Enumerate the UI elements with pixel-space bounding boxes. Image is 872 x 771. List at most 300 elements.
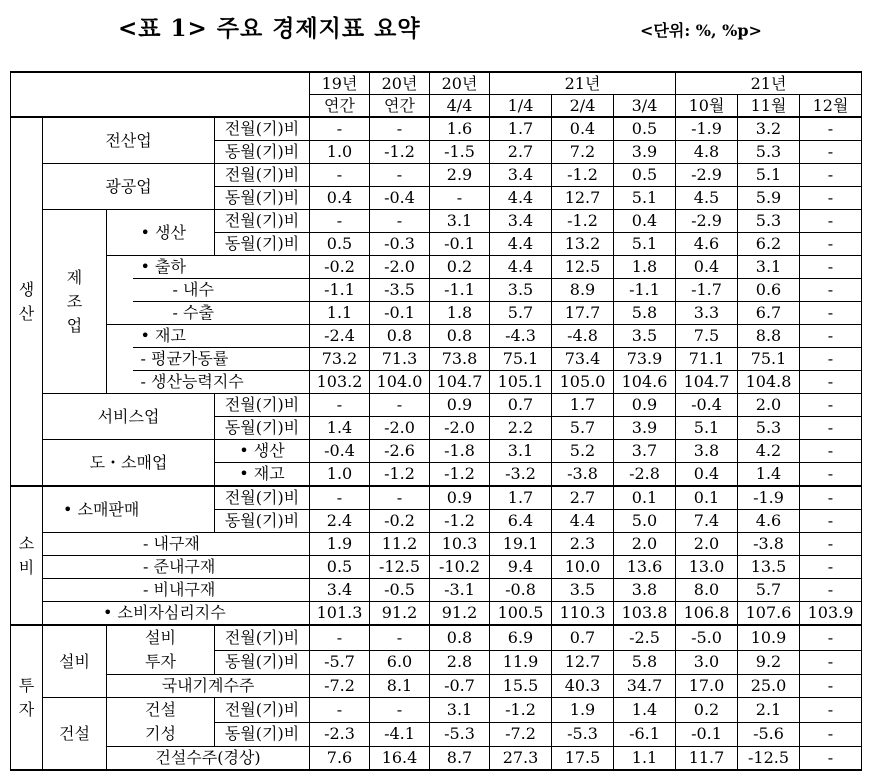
value-cell: 107.6 bbox=[738, 602, 800, 626]
row-sublabel: 전월(기)비 bbox=[215, 117, 310, 141]
table-row bbox=[11, 486, 862, 510]
header-period: 11월 bbox=[738, 95, 800, 118]
value-cell: -0.3 bbox=[370, 233, 430, 256]
value-cell: - bbox=[800, 698, 862, 723]
value-cell: 8.1 bbox=[370, 675, 430, 698]
value-cell: 1.7 bbox=[490, 117, 552, 141]
row-sublabel: 동월(기)비 bbox=[215, 417, 310, 440]
value-cell: 3.4 bbox=[490, 210, 552, 233]
value-cell: -5.3 bbox=[552, 722, 614, 747]
value-cell: -0.7 bbox=[430, 675, 490, 698]
value-cell: 2.7 bbox=[552, 486, 614, 510]
value-cell: 3.4 bbox=[490, 164, 552, 187]
row-label: • 재고 bbox=[133, 325, 310, 348]
row-label: - 내수 bbox=[133, 279, 310, 302]
row-group-text: 설비 투자 bbox=[145, 628, 176, 671]
row-group-label: 도・소매업 bbox=[43, 440, 215, 487]
value-cell: - bbox=[310, 164, 370, 187]
value-cell: 10.0 bbox=[552, 556, 614, 579]
value-cell: 3.1 bbox=[738, 256, 800, 279]
value-cell: - bbox=[800, 302, 862, 325]
row-label: - 생산능력지수 bbox=[133, 371, 310, 394]
value-cell: - bbox=[370, 625, 430, 650]
value-cell: -4.1 bbox=[370, 722, 430, 747]
row-label: - 평균가동률 bbox=[133, 348, 310, 371]
value-cell: 5.7 bbox=[552, 417, 614, 440]
row-label: • 출하 bbox=[133, 256, 310, 279]
value-cell: 0.5 bbox=[310, 233, 370, 256]
value-cell: -5.6 bbox=[738, 722, 800, 747]
value-cell: 13.5 bbox=[738, 556, 800, 579]
table-row bbox=[11, 440, 862, 463]
header-period: 연간 bbox=[370, 95, 430, 118]
value-cell: - bbox=[370, 210, 430, 233]
header-year: 20년 bbox=[370, 72, 430, 95]
value-cell: 2.7 bbox=[490, 141, 552, 164]
value-cell: 0.2 bbox=[430, 256, 490, 279]
value-cell: 2.2 bbox=[490, 417, 552, 440]
value-cell: 3.4 bbox=[310, 579, 370, 602]
row-group-label bbox=[107, 698, 215, 747]
row-label: - 수출 bbox=[133, 302, 310, 325]
table-row bbox=[11, 602, 862, 626]
value-cell: -2.3 bbox=[310, 722, 370, 747]
value-cell: -1.2 bbox=[370, 141, 430, 164]
value-cell: 91.2 bbox=[370, 602, 430, 626]
value-cell: 12.7 bbox=[552, 650, 614, 674]
value-cell: -2.4 bbox=[310, 325, 370, 348]
value-cell: 0.4 bbox=[676, 463, 738, 487]
value-cell: 104.7 bbox=[430, 371, 490, 394]
row-sublabel: • 재고 bbox=[215, 463, 310, 487]
value-cell: 3.9 bbox=[614, 141, 676, 164]
value-cell: -1.1 bbox=[310, 279, 370, 302]
value-cell: -3.2 bbox=[490, 463, 552, 487]
value-cell: - bbox=[800, 164, 862, 187]
unit-label: <단위: %, %p> bbox=[640, 21, 762, 40]
table-row bbox=[11, 675, 862, 698]
value-cell: -0.2 bbox=[370, 510, 430, 533]
value-cell: 110.3 bbox=[552, 602, 614, 626]
section-investment bbox=[11, 625, 43, 770]
value-cell: 12.5 bbox=[552, 256, 614, 279]
value-cell: 7.6 bbox=[310, 747, 370, 771]
table-row bbox=[11, 747, 862, 771]
value-cell: 3.3 bbox=[676, 302, 738, 325]
value-cell: 1.1 bbox=[310, 302, 370, 325]
value-cell: -3.8 bbox=[552, 463, 614, 487]
section-label: 소 비 bbox=[18, 533, 35, 577]
value-cell: -1.5 bbox=[430, 141, 490, 164]
value-cell: 4.4 bbox=[490, 187, 552, 210]
table-row bbox=[11, 698, 862, 723]
value-cell: 104.8 bbox=[738, 371, 800, 394]
value-cell: 25.0 bbox=[738, 675, 800, 698]
value-cell: -7.2 bbox=[310, 675, 370, 698]
table-row bbox=[11, 164, 862, 187]
value-cell: 0.8 bbox=[430, 325, 490, 348]
value-cell: 8.7 bbox=[430, 747, 490, 771]
header-period: 12월 bbox=[800, 95, 862, 118]
value-cell: 1.4 bbox=[738, 463, 800, 487]
row-sublabel: 전월(기)비 bbox=[215, 210, 310, 233]
value-cell: -3.1 bbox=[430, 579, 490, 602]
row-spacer bbox=[107, 302, 133, 325]
value-cell: 5.1 bbox=[614, 233, 676, 256]
header-period: 4/4 bbox=[430, 95, 490, 118]
value-cell: 73.8 bbox=[430, 348, 490, 371]
value-cell: 101.3 bbox=[310, 602, 370, 626]
value-cell: 5.2 bbox=[552, 440, 614, 463]
value-cell: 0.4 bbox=[676, 256, 738, 279]
value-cell: 13.0 bbox=[676, 556, 738, 579]
row-group-label: 건설 bbox=[43, 698, 107, 771]
section-label: 투 자 bbox=[18, 675, 35, 719]
value-cell: 5.7 bbox=[738, 579, 800, 602]
value-cell: 11.7 bbox=[676, 747, 738, 771]
header-year: 21년 bbox=[676, 72, 862, 95]
value-cell: 2.0 bbox=[676, 533, 738, 556]
value-cell: 106.8 bbox=[676, 602, 738, 626]
value-cell: - bbox=[370, 117, 430, 141]
value-cell: - bbox=[800, 650, 862, 674]
value-cell: 6.2 bbox=[738, 233, 800, 256]
value-cell: - bbox=[800, 510, 862, 533]
value-cell: 0.7 bbox=[490, 394, 552, 417]
table-title: <표 1> 주요 경제지표 요약 bbox=[118, 15, 421, 42]
value-cell: 5.8 bbox=[614, 650, 676, 674]
value-cell: - bbox=[800, 486, 862, 510]
value-cell: 3.1 bbox=[430, 698, 490, 723]
value-cell: 7.2 bbox=[552, 141, 614, 164]
value-cell: 4.8 bbox=[676, 141, 738, 164]
row-group-label: 서비스업 bbox=[43, 394, 215, 440]
economic-indicators-table bbox=[10, 71, 862, 771]
value-cell: 3.5 bbox=[614, 325, 676, 348]
value-cell: 2.8 bbox=[430, 650, 490, 674]
value-cell: - bbox=[800, 348, 862, 371]
value-cell: - bbox=[800, 210, 862, 233]
row-spacer bbox=[107, 256, 133, 279]
value-cell: 103.2 bbox=[310, 371, 370, 394]
table-row bbox=[11, 210, 862, 233]
value-cell: -1.1 bbox=[430, 279, 490, 302]
header-year: 21년 bbox=[490, 72, 676, 95]
row-sublabel: 전월(기)비 bbox=[215, 486, 310, 510]
value-cell: 0.5 bbox=[614, 164, 676, 187]
value-cell: 0.4 bbox=[310, 187, 370, 210]
value-cell: -2.0 bbox=[370, 417, 430, 440]
value-cell: 12.7 bbox=[552, 187, 614, 210]
section-consumption bbox=[11, 486, 43, 625]
value-cell: 3.0 bbox=[676, 650, 738, 674]
value-cell: -5.7 bbox=[310, 650, 370, 674]
value-cell: - bbox=[370, 486, 430, 510]
value-cell: 1.9 bbox=[552, 698, 614, 723]
value-cell: -0.4 bbox=[310, 440, 370, 463]
value-cell: 6.7 bbox=[738, 302, 800, 325]
value-cell: 10.9 bbox=[738, 625, 800, 650]
value-cell: 17.5 bbox=[552, 747, 614, 771]
value-cell: 5.7 bbox=[490, 302, 552, 325]
value-cell: 4.2 bbox=[738, 440, 800, 463]
value-cell: -3.8 bbox=[738, 533, 800, 556]
value-cell: 71.3 bbox=[370, 348, 430, 371]
value-cell: 105.1 bbox=[490, 371, 552, 394]
value-cell: 1.9 bbox=[310, 533, 370, 556]
row-group-label: • 소매판매 bbox=[43, 486, 215, 533]
value-cell: -1.2 bbox=[552, 210, 614, 233]
value-cell: - bbox=[800, 325, 862, 348]
row-sublabel: 동월(기)비 bbox=[215, 722, 310, 747]
value-cell: -2.0 bbox=[370, 256, 430, 279]
value-cell: 0.4 bbox=[552, 117, 614, 141]
value-cell: 4.6 bbox=[676, 233, 738, 256]
value-cell: - bbox=[310, 486, 370, 510]
row-spacer bbox=[107, 279, 133, 302]
value-cell: - bbox=[800, 533, 862, 556]
value-cell: - bbox=[800, 440, 862, 463]
value-cell: 2.9 bbox=[430, 164, 490, 187]
value-cell: 3.7 bbox=[614, 440, 676, 463]
table-row bbox=[11, 302, 862, 325]
row-label: • 소비자심리지수 bbox=[43, 602, 310, 626]
value-cell: 34.7 bbox=[614, 675, 676, 698]
header-year: 19년 bbox=[310, 72, 370, 95]
row-sublabel: 동월(기)비 bbox=[215, 650, 310, 674]
value-cell: -1.8 bbox=[430, 440, 490, 463]
value-cell: 17.0 bbox=[676, 675, 738, 698]
value-cell: 5.8 bbox=[614, 302, 676, 325]
row-sublabel: 전월(기)비 bbox=[215, 625, 310, 650]
value-cell: -0.5 bbox=[370, 579, 430, 602]
value-cell: 1.7 bbox=[490, 486, 552, 510]
value-cell: 5.0 bbox=[614, 510, 676, 533]
row-group-label: 설비 bbox=[43, 625, 107, 698]
row-label: - 비내구재 bbox=[43, 579, 310, 602]
value-cell: 3.2 bbox=[738, 117, 800, 141]
value-cell: -2.8 bbox=[614, 463, 676, 487]
value-cell: -5.0 bbox=[676, 625, 738, 650]
value-cell: 71.1 bbox=[676, 348, 738, 371]
row-sublabel: 전월(기)비 bbox=[215, 164, 310, 187]
value-cell: 1.8 bbox=[430, 302, 490, 325]
value-cell: - bbox=[800, 371, 862, 394]
row-sublabel: 동월(기)비 bbox=[215, 187, 310, 210]
value-cell: 8.9 bbox=[552, 279, 614, 302]
value-cell: - bbox=[310, 210, 370, 233]
row-spacer bbox=[107, 348, 133, 371]
table-row bbox=[11, 579, 862, 602]
value-cell: -0.1 bbox=[370, 302, 430, 325]
value-cell: - bbox=[370, 164, 430, 187]
value-cell: 0.9 bbox=[430, 486, 490, 510]
value-cell: -5.3 bbox=[430, 722, 490, 747]
row-spacer bbox=[107, 210, 133, 256]
value-cell: 0.5 bbox=[310, 556, 370, 579]
value-cell: 1.6 bbox=[430, 117, 490, 141]
value-cell: 4.4 bbox=[490, 233, 552, 256]
value-cell: 17.7 bbox=[552, 302, 614, 325]
value-cell: -2.9 bbox=[676, 210, 738, 233]
value-cell: 5.9 bbox=[738, 187, 800, 210]
value-cell: -1.2 bbox=[490, 698, 552, 723]
value-cell: 16.4 bbox=[370, 747, 430, 771]
value-cell: 1.1 bbox=[614, 747, 676, 771]
value-cell: - bbox=[800, 394, 862, 417]
value-cell: 1.7 bbox=[552, 394, 614, 417]
value-cell: - bbox=[800, 256, 862, 279]
value-cell: 9.2 bbox=[738, 650, 800, 674]
value-cell: - bbox=[310, 625, 370, 650]
row-spacer bbox=[107, 371, 133, 394]
value-cell: 0.9 bbox=[430, 394, 490, 417]
value-cell: -12.5 bbox=[738, 747, 800, 771]
value-cell: - bbox=[800, 556, 862, 579]
table-row bbox=[11, 625, 862, 650]
value-cell: 4.4 bbox=[490, 256, 552, 279]
value-cell: - bbox=[310, 394, 370, 417]
value-cell: 4.4 bbox=[552, 510, 614, 533]
value-cell: 8.8 bbox=[738, 325, 800, 348]
value-cell: 0.8 bbox=[430, 625, 490, 650]
row-sublabel: 전월(기)비 bbox=[215, 698, 310, 723]
row-label: 국내기계수주 bbox=[107, 675, 310, 698]
table-row bbox=[11, 325, 862, 348]
value-cell: - bbox=[370, 698, 430, 723]
value-cell: 4.6 bbox=[738, 510, 800, 533]
value-cell: 0.9 bbox=[614, 394, 676, 417]
row-label: - 준내구재 bbox=[43, 556, 310, 579]
value-cell: - bbox=[800, 747, 862, 771]
value-cell: 73.2 bbox=[310, 348, 370, 371]
value-cell: 91.2 bbox=[430, 602, 490, 626]
value-cell: 13.2 bbox=[552, 233, 614, 256]
value-cell: 103.9 bbox=[800, 602, 862, 626]
value-cell: -1.7 bbox=[676, 279, 738, 302]
value-cell: 0.7 bbox=[552, 625, 614, 650]
value-cell: -1.2 bbox=[370, 463, 430, 487]
value-cell: 6.9 bbox=[490, 625, 552, 650]
value-cell: - bbox=[800, 141, 862, 164]
row-sublabel: 동월(기)비 bbox=[215, 510, 310, 533]
table-row bbox=[11, 394, 862, 417]
row-group-label: 전산업 bbox=[43, 117, 215, 164]
value-cell: 2.1 bbox=[738, 698, 800, 723]
value-cell: 0.4 bbox=[614, 210, 676, 233]
value-cell: -0.2 bbox=[310, 256, 370, 279]
value-cell: -1.2 bbox=[430, 463, 490, 487]
value-cell: -0.4 bbox=[370, 187, 430, 210]
value-cell: 2.4 bbox=[310, 510, 370, 533]
value-cell: - bbox=[800, 463, 862, 487]
value-cell: 104.0 bbox=[370, 371, 430, 394]
value-cell: 11.9 bbox=[490, 650, 552, 674]
header-year: 20년 bbox=[430, 72, 490, 95]
value-cell: -1.1 bbox=[614, 279, 676, 302]
header-period: 연간 bbox=[310, 95, 370, 118]
value-cell: 0.8 bbox=[370, 325, 430, 348]
row-sublabel: • 생산 bbox=[215, 440, 310, 463]
row-sublabel: 동월(기)비 bbox=[215, 233, 310, 256]
value-cell: 3.5 bbox=[490, 279, 552, 302]
value-cell: 75.1 bbox=[490, 348, 552, 371]
value-cell: -4.8 bbox=[552, 325, 614, 348]
value-cell: 3.8 bbox=[614, 579, 676, 602]
value-cell: 5.3 bbox=[738, 210, 800, 233]
row-spacer bbox=[107, 325, 133, 348]
section-label: 생 산 bbox=[18, 279, 35, 323]
value-cell: 104.6 bbox=[614, 371, 676, 394]
subsection-label: 제 조 업 bbox=[66, 267, 83, 335]
value-cell: -2.0 bbox=[430, 417, 490, 440]
value-cell: 5.1 bbox=[614, 187, 676, 210]
value-cell: - bbox=[310, 698, 370, 723]
value-cell: -4.3 bbox=[490, 325, 552, 348]
table-row bbox=[11, 256, 862, 279]
value-cell: - bbox=[800, 722, 862, 747]
value-cell: 104.7 bbox=[676, 371, 738, 394]
value-cell: 3.9 bbox=[614, 417, 676, 440]
value-cell: 103.8 bbox=[614, 602, 676, 626]
value-cell: 1.0 bbox=[310, 463, 370, 487]
row-group-label: • 생산 bbox=[133, 210, 215, 256]
header-corner bbox=[11, 72, 310, 117]
value-cell: 73.4 bbox=[552, 348, 614, 371]
value-cell: 5.3 bbox=[738, 417, 800, 440]
value-cell: 27.3 bbox=[490, 747, 552, 771]
value-cell: -10.2 bbox=[430, 556, 490, 579]
value-cell: 1.4 bbox=[614, 698, 676, 723]
value-cell: 2.0 bbox=[614, 533, 676, 556]
table-row bbox=[11, 348, 862, 371]
value-cell: - bbox=[800, 233, 862, 256]
value-cell: 0.6 bbox=[738, 279, 800, 302]
value-cell: 2.0 bbox=[738, 394, 800, 417]
value-cell: 3.1 bbox=[490, 440, 552, 463]
value-cell: 75.1 bbox=[738, 348, 800, 371]
value-cell: -1.2 bbox=[552, 164, 614, 187]
value-cell: - bbox=[370, 394, 430, 417]
value-cell: - bbox=[430, 187, 490, 210]
value-cell: 6.0 bbox=[370, 650, 430, 674]
value-cell: -0.8 bbox=[490, 579, 552, 602]
row-sublabel: 동월(기)비 bbox=[215, 141, 310, 164]
value-cell: -7.2 bbox=[490, 722, 552, 747]
value-cell: - bbox=[800, 625, 862, 650]
value-cell: 4.5 bbox=[676, 187, 738, 210]
row-label: - 내구재 bbox=[43, 533, 310, 556]
table-row bbox=[11, 117, 862, 141]
value-cell: 73.9 bbox=[614, 348, 676, 371]
value-cell: -2.5 bbox=[614, 625, 676, 650]
value-cell: 1.0 bbox=[310, 141, 370, 164]
value-cell: - bbox=[800, 579, 862, 602]
header-period: 10월 bbox=[676, 95, 738, 118]
value-cell: 40.3 bbox=[552, 675, 614, 698]
value-cell: -1.2 bbox=[430, 510, 490, 533]
value-cell: - bbox=[800, 417, 862, 440]
value-cell: -12.5 bbox=[370, 556, 430, 579]
value-cell: -1.9 bbox=[676, 117, 738, 141]
value-cell: 3.5 bbox=[552, 579, 614, 602]
value-cell: - bbox=[800, 117, 862, 141]
value-cell: 0.1 bbox=[614, 486, 676, 510]
value-cell: - bbox=[800, 279, 862, 302]
value-cell: -0.1 bbox=[676, 722, 738, 747]
value-cell: - bbox=[800, 187, 862, 210]
value-cell: 13.6 bbox=[614, 556, 676, 579]
